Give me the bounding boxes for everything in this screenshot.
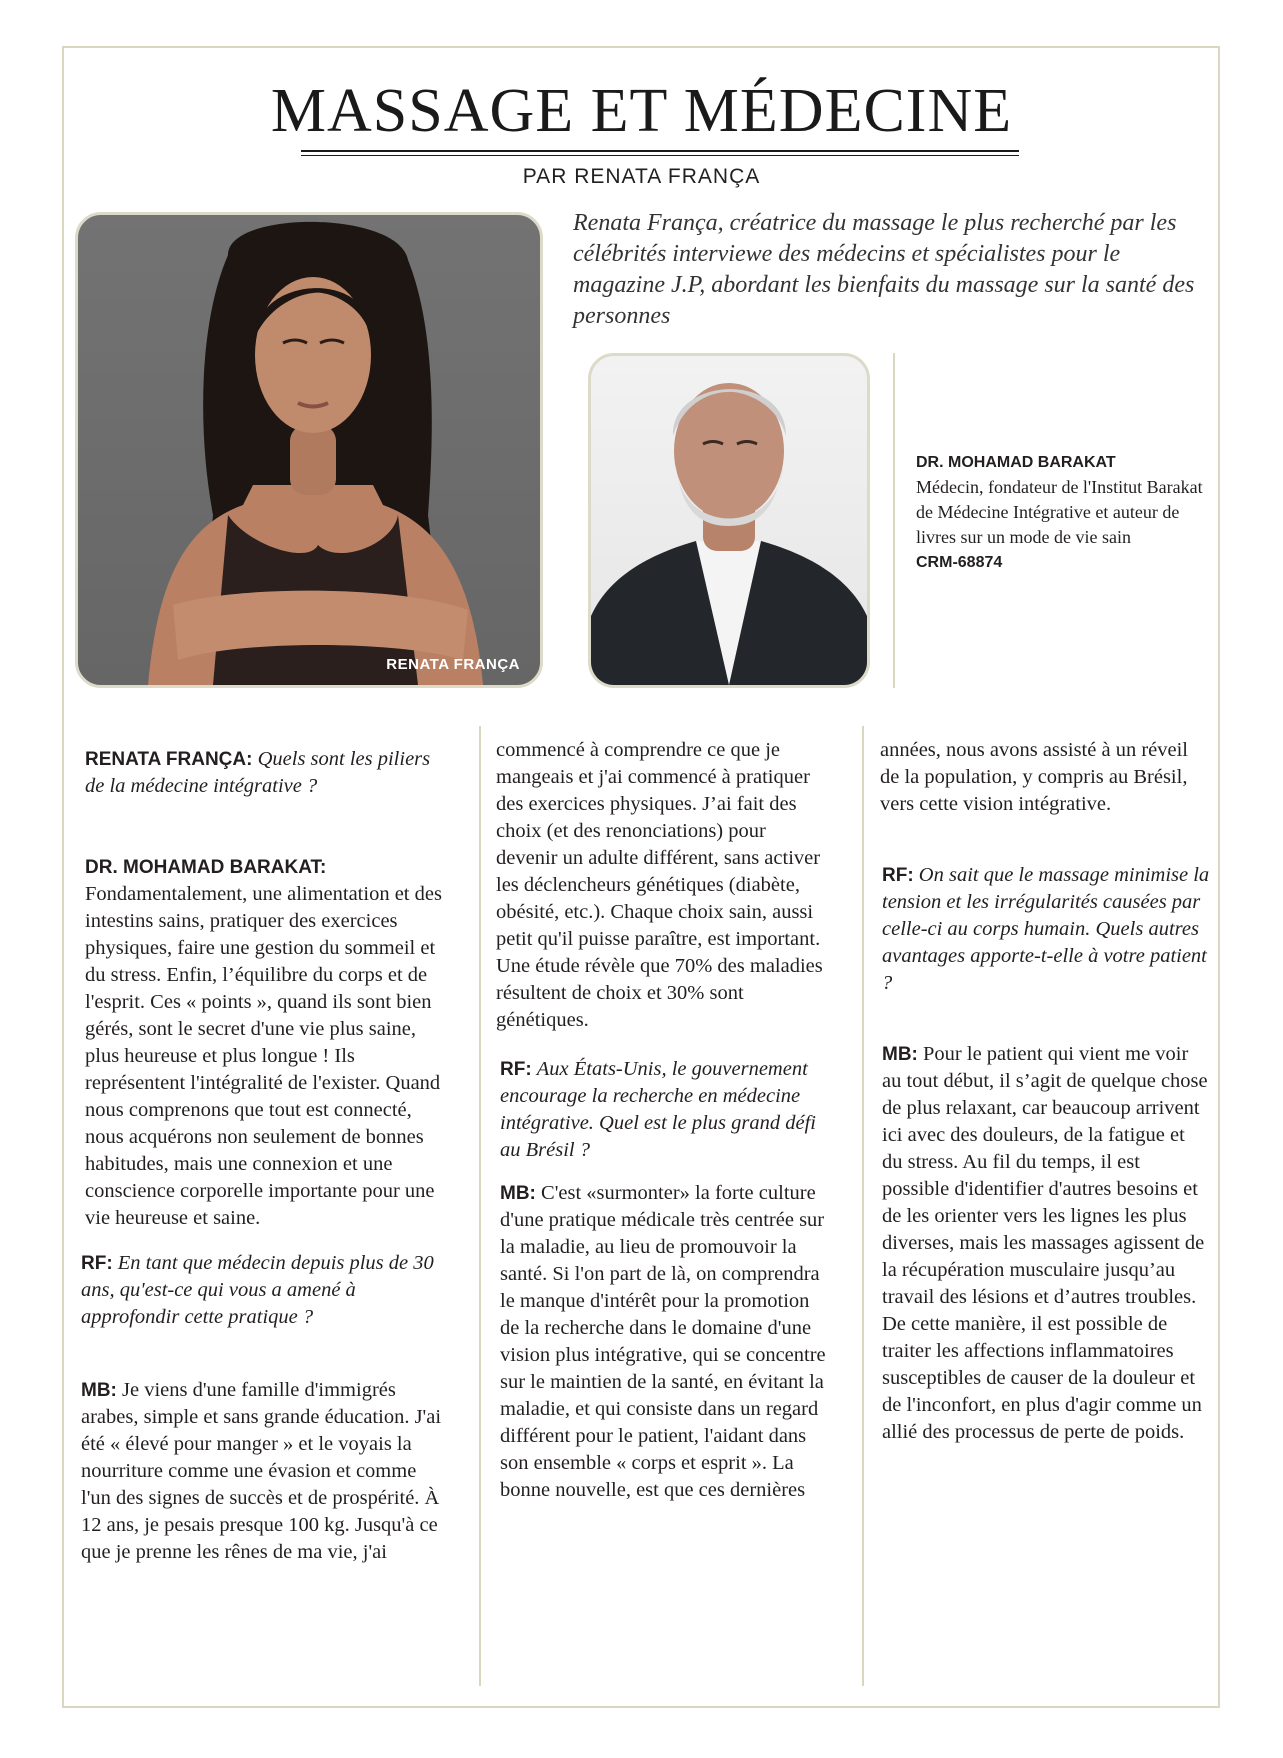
column-3 xyxy=(880,737,1210,1446)
speaker-label: DR. MOHAMAD BARAKAT: xyxy=(85,857,327,878)
barakat-portrait-illustration xyxy=(591,356,867,685)
title-rule-thin xyxy=(301,155,1019,156)
renata-portrait-illustration xyxy=(78,215,540,685)
answer-text: Je viens d'une famille d'immigrés arabes, simple et sans grande éducation. J'ai été « élevé pour manger » et le voyais la nourriture comme une évasion et comme l'un des signes de succès et de prospérité. À 12 ans, je pesais presque 100 kg. Jusqu'à ce que je prenne les rênes de ma vie, j'ai xyxy=(81,1379,442,1563)
question-1 xyxy=(85,746,448,800)
answer-2-continued: commencé à comprendre ce que je mangeais et j'ai commencé à pratiquer des exercices physiques. J’ai fait des choix (et des renonciations) pour devenir un adulte différent, sans activer les déclencheurs génétiques (diabète, obésité, etc.). Chaque choix sain, aussi petit qu'il puisse paraître, est important. Une étude révèle que 70% des maladies résultent de choix et 30% sont génétiques. xyxy=(496,739,823,1031)
answer-2 xyxy=(81,1377,448,1566)
bio-description: Médecin, fondateur de l'Institut Barakat de Médecine Intégrative et auteur de livres sur un mode de vie sain xyxy=(916,477,1203,547)
page-title: MASSAGE ET MÉDECINE xyxy=(270,77,1013,145)
bio-crm: CRM-68874 xyxy=(916,554,1003,571)
doctor-bio xyxy=(916,450,1206,575)
answer-text: C'est «surmonter» la forte culture d'une pratique médicale très centrée sur la maladie, au lieu de promouvoir la santé. Si l'on part de là, on comprendra le manque d'intérêt pour la promotion de la recherche dans le domaine d'une vision plus intégrative, qui se concentre sur le maintien de la santé, en évitant la maladie, et qui consiste dans un regard différent pour le patient, l'aidant dans son ensemble « corps et esprit ». La bonne nouvelle, est que ces dernières xyxy=(500,1182,826,1501)
speaker-label: RF: xyxy=(882,865,914,886)
speaker-label: MB: xyxy=(81,1380,117,1401)
answer-text: Fondamentalement, une alimentation et des intestins sains, pratiquer des exercices physiques, faire une gestion du sommeil et du stress. Enfin, l’équilibre du corps et de l'esprit. Ces « points », quand ils sont bien gérés, sont le secret d'une vie plus saine, plus heureuse et plus longue ! Ils représentent l'intégralité de l'exister. Quand nous comprenons que tout est connecté, nous acquérons non seulement de bonnes habitudes, mais une connexion et une conscience corporelle importante pour une vie heureuse et saine. xyxy=(85,883,442,1229)
column-2 xyxy=(496,737,832,1504)
answer-1 xyxy=(85,854,448,1232)
question-text: Aux États-Unis, le gouvernement encourage la recherche en médecine intégrative. Quel est le plus grand défi au Brésil ? xyxy=(500,1058,816,1161)
column-divider xyxy=(479,726,481,1686)
title-rule xyxy=(301,150,1019,152)
speaker-label: RF: xyxy=(500,1059,532,1080)
question-2 xyxy=(81,1250,448,1331)
question-3 xyxy=(500,1056,832,1164)
speaker-label: MB: xyxy=(882,1044,918,1065)
question-text: On sait que le massage minimise la tension et les irrégularités causées par celle-ci au corps humain. Quels autres avantages apporte-t-elle à votre patient ? xyxy=(882,864,1210,994)
bio-name: DR. MOHAMAD BARAKAT xyxy=(916,454,1116,471)
answer-4 xyxy=(882,1041,1210,1446)
speaker-label: RF: xyxy=(81,1253,113,1274)
photo-caption: RENATA FRANÇA xyxy=(386,656,520,673)
renata-photo xyxy=(75,212,543,688)
question-4 xyxy=(882,862,1210,997)
question-text: Quels sont les piliers de la médecine intégrative ? xyxy=(85,748,431,797)
question-text: En tant que médecin depuis plus de 30 ans, qu'est-ce qui vous a amené à approfondir cette pratique ? xyxy=(81,1252,434,1328)
column-1 xyxy=(81,746,448,1566)
answer-3-continued: années, nous avons assisté à un réveil de la population, y compris au Brésil, vers cette vision intégrative. xyxy=(880,739,1188,815)
speaker-label: MB: xyxy=(500,1183,536,1204)
speaker-label: RENATA FRANÇA: xyxy=(85,749,253,770)
barakat-photo xyxy=(588,353,870,688)
byline: PAR RENATA FRANÇA xyxy=(522,165,761,188)
bio-divider xyxy=(893,353,895,688)
answer-3 xyxy=(500,1180,832,1504)
intro-text: Renata França, créatrice du massage le plus recherché par les célébrités interviewe des médecins et spécialistes pour le magazine J.P, abordant les bienfaits du massage sur la santé des personnes xyxy=(573,210,1195,329)
column-divider xyxy=(862,726,864,1686)
answer-text: Pour le patient qui vient me voir au tout début, il s’agit de quelque chose de plus relaxant, car beaucoup arrivent ici avec des douleurs, de la fatigue et du stress. Au fil du temps, il est possible d'identifier d'autres besoins et de les orienter vers les lignes les plus diverses, mais les massages agissent de la récupération musculaire jusqu’au travail des lésions et d’autres troubles. De cette manière, il est possible de traiter les affections inflammatoires susceptibles de causer de la douleur et de l'inconfort, en plus d'agir comme un allié des processus de perte de poids. xyxy=(882,1043,1208,1443)
